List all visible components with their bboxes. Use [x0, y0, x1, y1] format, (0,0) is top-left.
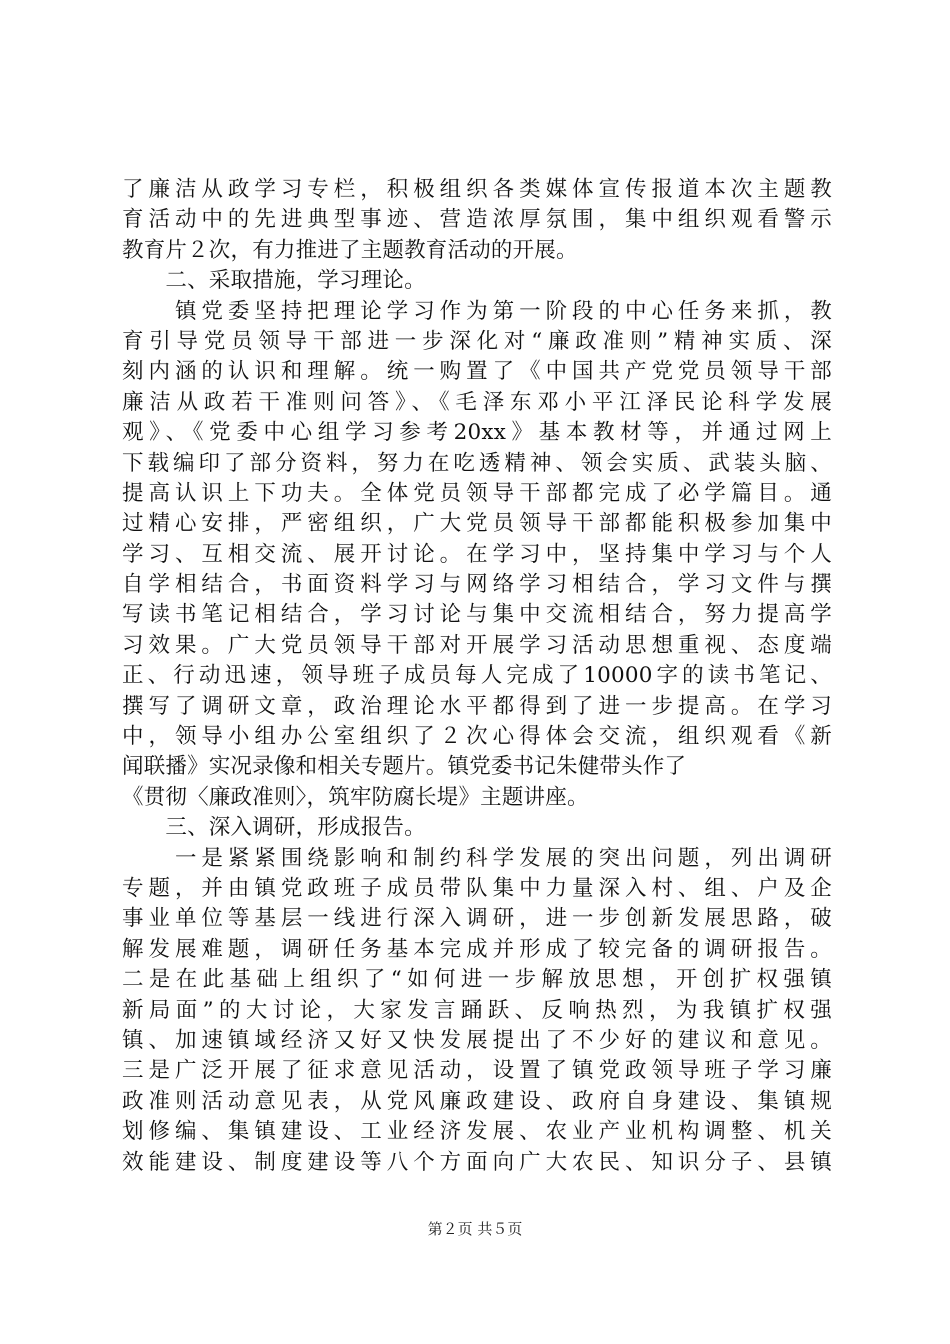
text-line: 一是紧紧围绕影响和制约科学发展的突出问题，列出调研 — [122, 845, 832, 871]
text-line: 育活动中的先进典型事迹、营造浓厚氛围，集中组织观看警示 — [122, 207, 832, 233]
text-line: 解发展难题，调研任务基本完成并形成了较完备的调研报告。 — [122, 936, 832, 962]
text-line: 《贯彻〈廉政准则〉，筑牢防腐长堤》主题讲座。 — [122, 784, 589, 810]
text-line: 过精心安排，严密组织，广大党员领导干部都能积极参加集中 — [122, 511, 832, 537]
text-line: 育引导党员领导干部进一步深化对“廉政准则”精神实质、深 — [122, 328, 832, 354]
text-line: 二是在此基础上组织了“如何进一步解放思想，开创扩权强镇 — [122, 967, 832, 993]
text-line: 政准则活动意见表，从党风廉政建设、政府自身建设、集镇规 — [122, 1088, 832, 1114]
page-footer — [0, 1219, 950, 1239]
text-line: 提高认识上下功夫。全体党员领导干部都完成了必学篇目。通 — [122, 480, 832, 506]
section-heading: 二、采取措施，学习理论。 — [122, 268, 426, 294]
section-heading: 三、深入调研，形成报告。 — [122, 815, 426, 841]
document-body — [122, 175, 832, 1178]
text-line: 撰写了调研文章，政治理论水平都得到了进一步提高。在学习 — [122, 693, 832, 719]
text-line: 镇党委坚持把理论学习作为第一阶段的中心任务来抓，教 — [122, 298, 832, 324]
text-line: 三是广泛开展了征求意见活动，设置了镇党政领导班子学习廉 — [122, 1058, 832, 1084]
text-line: 划修编、集镇建设、工业经济发展、农业产业机构调整、机关 — [122, 1119, 832, 1145]
text-line: 观》、《党委中心组学习参考20xx》基本教材等，并通过网上 — [122, 420, 832, 446]
text-line: 廉洁从政若干准则问答》、《毛泽东邓小平江泽民论科学发展 — [122, 389, 832, 415]
text-line: 专题，并由镇党政班子成员带队集中力量深入村、组、户及企 — [122, 875, 832, 901]
text-line: 正、行动迅速，领导班子成员每人完成了10000字的读书笔记、 — [122, 663, 832, 689]
text-line: 闻联播》实况录像和相关专题片。镇党委书记朱健带头作了 — [122, 754, 687, 780]
text-line: 中，领导小组办公室组织了２次心得体会交流，组织观看《新 — [122, 724, 832, 750]
text-line: 自学相结合，书面资料学习与网络学习相结合，学习文件与撰 — [122, 572, 832, 598]
text-line: 新局面”的大讨论，大家发言踊跃、反响热烈，为我镇扩权强 — [122, 997, 832, 1023]
text-line: 效能建设、制度建设等八个方面向广大农民、知识分子、县镇 — [122, 1149, 832, 1175]
text-line: 习效果。广大党员领导干部对开展学习活动思想重视、态度端 — [122, 632, 832, 658]
text-line: 刻内涵的认识和理解。统一购置了《中国共产党党员领导干部 — [122, 359, 832, 385]
text-line: 了廉洁从政学习专栏，积极组织各类媒体宣传报道本次主题教 — [122, 177, 832, 202]
text-line: 镇、加速镇域经济又好又快发展提出了不少好的建议和意见。 — [122, 1027, 832, 1053]
text-line: 下载编印了部分资料，努力在吃透精神、领会实质、武装头脑、 — [122, 450, 832, 476]
text-line: 教育片２次，有力推进了主题教育活动的开展。 — [122, 237, 578, 263]
text-line: 事业单位等基层一线进行深入调研，进一步创新发展思路，破 — [122, 906, 832, 932]
text-line: 写读书笔记相结合，学习讨论与集中交流相结合，努力提高学 — [122, 602, 832, 628]
text-line: 学习、互相交流、展开讨论。在学习中，坚持集中学习与个人 — [122, 541, 832, 567]
page-number-label: 第２页 共５页 — [427, 1220, 523, 1238]
